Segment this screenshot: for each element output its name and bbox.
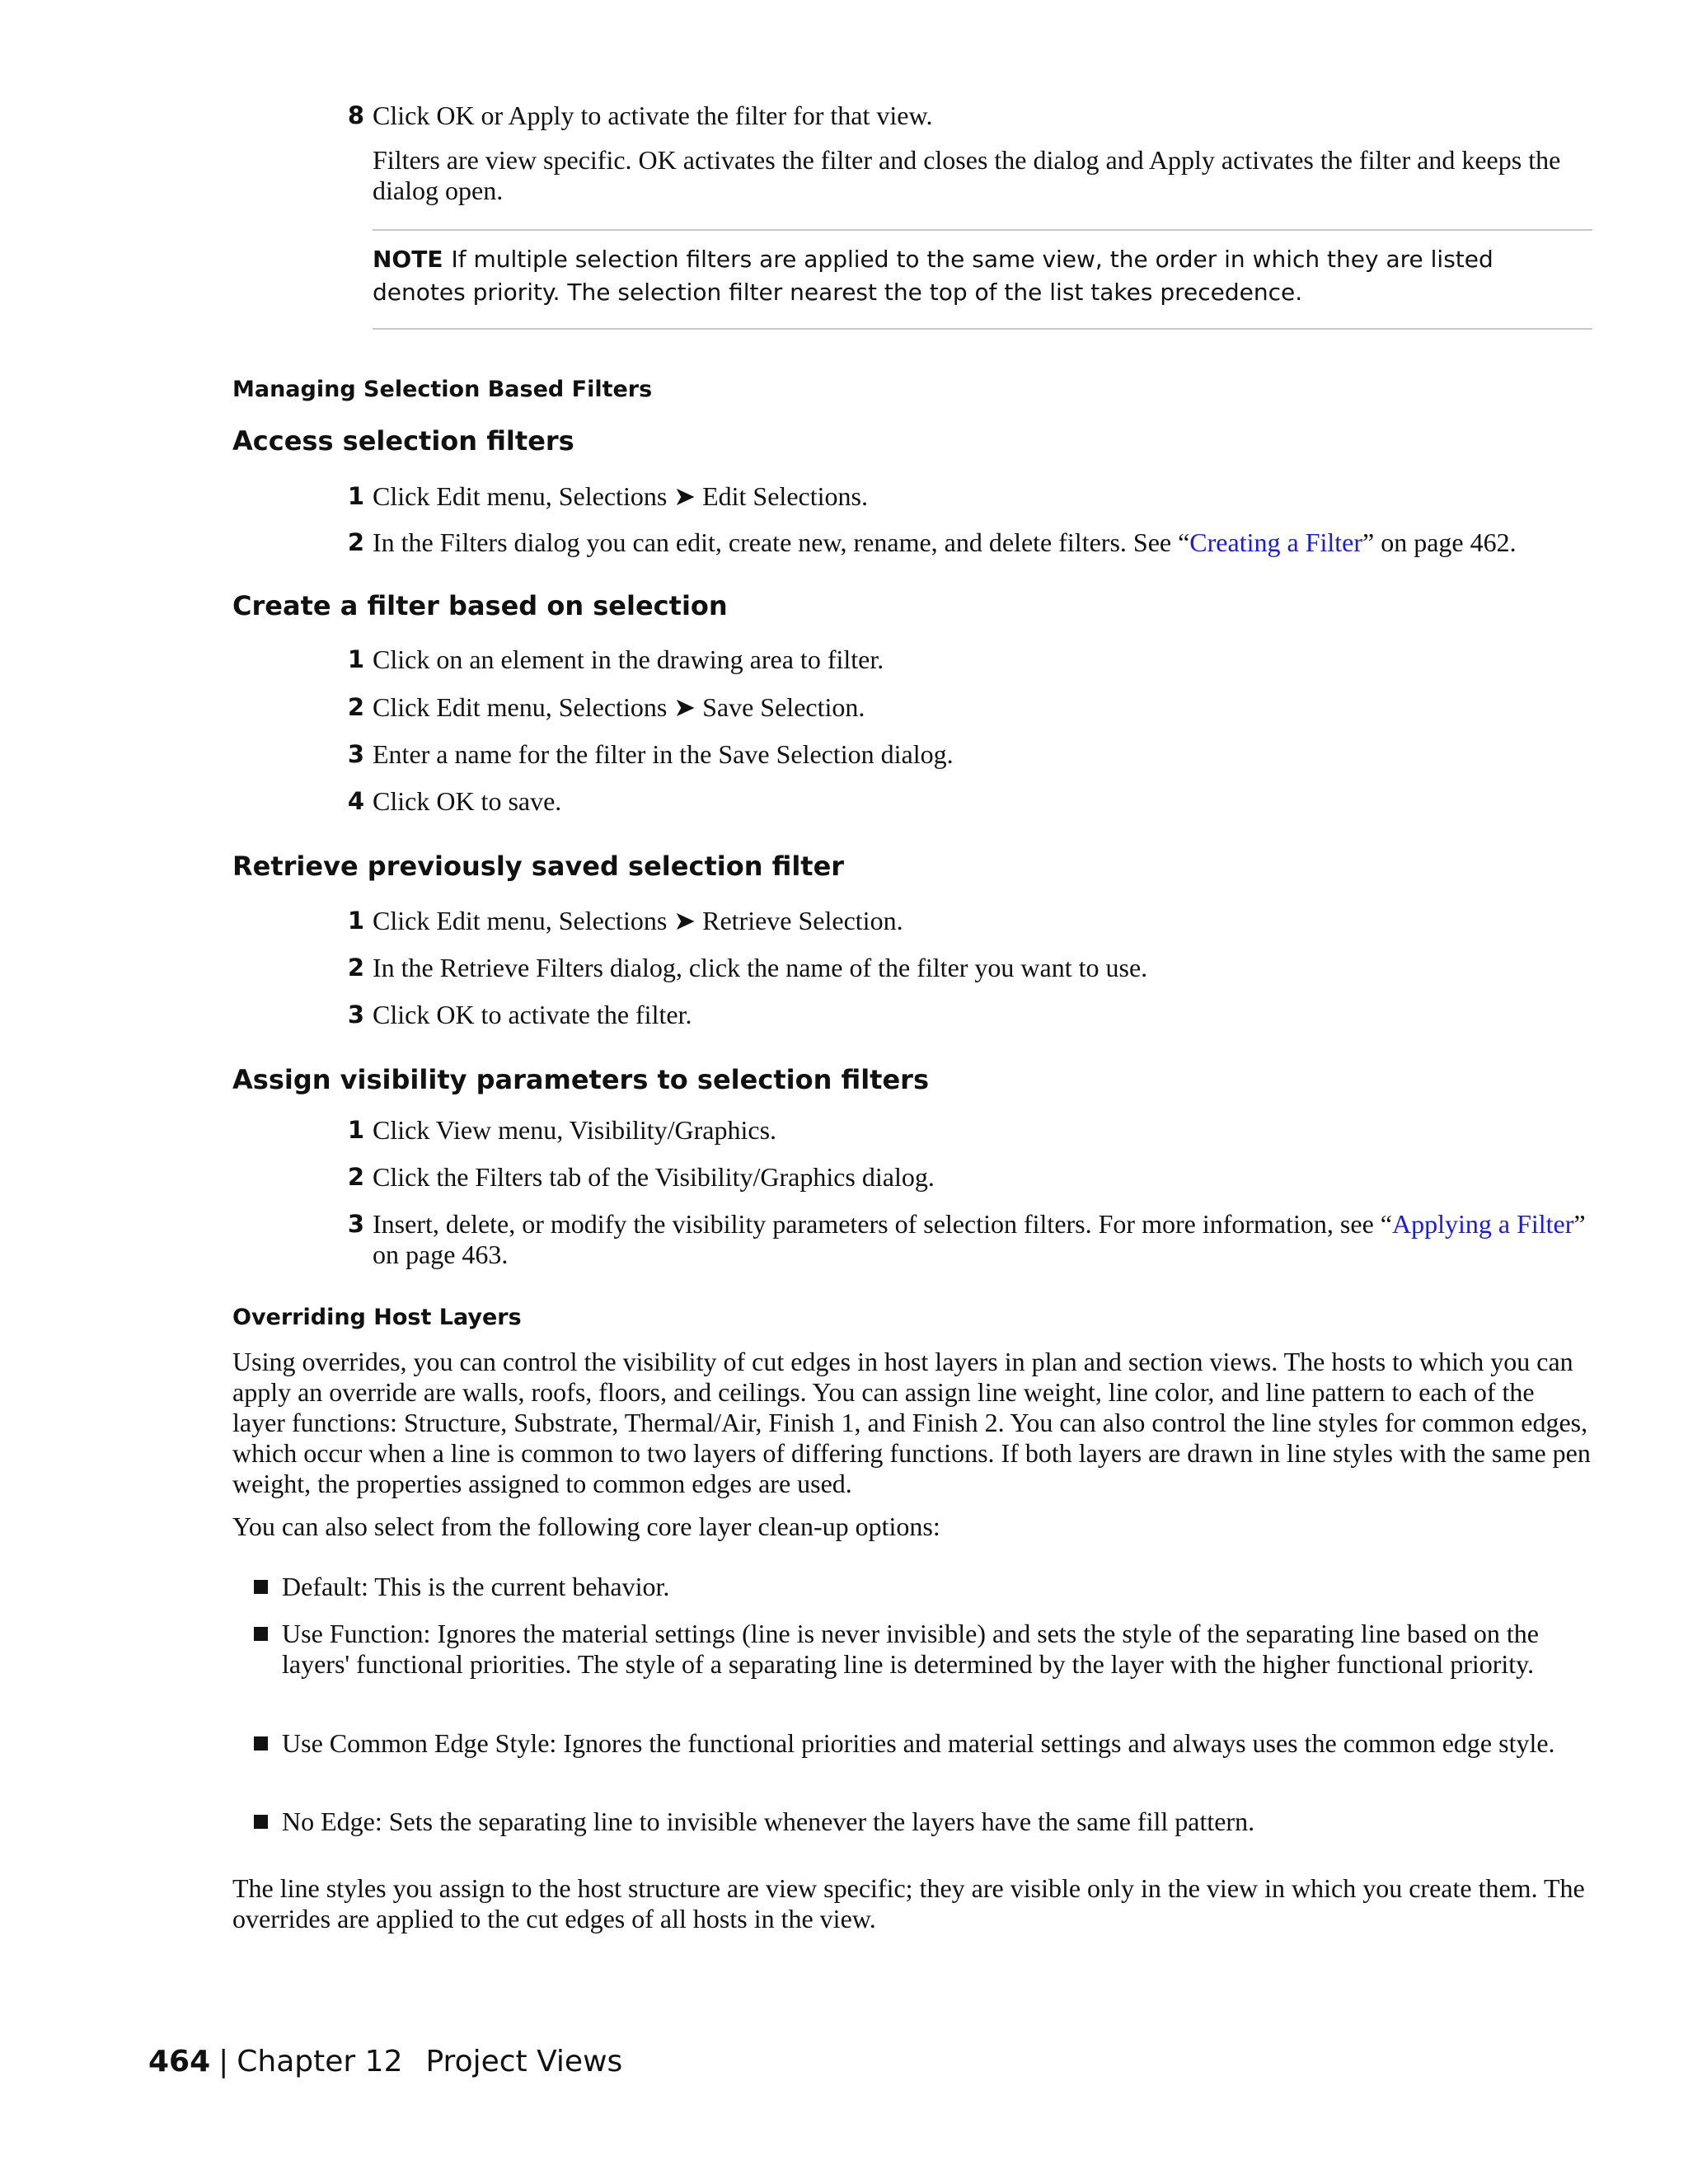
step-number: 3: [347, 1210, 364, 1238]
step-8: [340, 101, 1592, 131]
assign-step-1: [340, 1115, 1592, 1146]
step-number: 2: [347, 693, 364, 721]
square-bullet-icon: [254, 1815, 268, 1829]
step-number: 1: [347, 482, 364, 510]
step-number: 1: [347, 907, 364, 935]
step-number: 4: [347, 787, 364, 815]
page-footer: [148, 2044, 622, 2080]
note-text: If multiple selection filters are applied to the same view, the order in which they are listed denotes priority. The selection filter nearest the top of the list takes precedence.: [373, 246, 1493, 306]
step-text: Enter a name for the filter in the Save Selection dialog.: [373, 739, 954, 769]
step-text: Click the Filters tab of the Visibility/Graphics dialog.: [373, 1162, 935, 1192]
footer-chapter: Chapter 12: [237, 2045, 403, 2079]
bullet-item: No Edge: Sets the separating line to invisible whenever the layers have the same fill pattern.: [251, 1807, 1592, 1837]
step-text: Click OK or Apply to activate the filter for that view.: [373, 101, 933, 130]
creating-a-filter-link[interactable]: Creating a Filter: [1189, 527, 1363, 557]
subheading-assign: Assign visibility parameters to selection filters: [232, 1064, 929, 1095]
square-bullet-icon: [254, 1736, 268, 1750]
footer-title: Project Views: [425, 2045, 623, 2079]
step-text: Click OK to activate the filter.: [373, 1000, 692, 1029]
bullet-item: Use Common Edge Style: Ignores the functional priorities and material settings and always uses the common edge style.: [251, 1728, 1592, 1759]
access-step-1: [340, 481, 1592, 512]
retrieve-step-3: [340, 1000, 1592, 1030]
step-text: Click Edit menu, Selections ➤ Retrieve Selection.: [373, 906, 903, 935]
step-text: Click View menu, Visibility/Graphics.: [373, 1115, 777, 1145]
create-step-3: [340, 739, 1592, 770]
footer-separator: |: [218, 2045, 229, 2079]
step-text: Click OK to save.: [373, 786, 562, 816]
step-number: 3: [347, 740, 364, 768]
retrieve-step-2: [340, 953, 1592, 983]
step-number: 2: [347, 954, 364, 982]
assign-step-3: [340, 1209, 1592, 1270]
overriding-paragraph-1: Using overrides, you can control the visibility of cut edges in host layers in plan and section views. The hosts to which you can apply an override are walls, roofs, floors, and ceilings. You can assign line weight, line color, and line pattern to each of the layer functions: Structure, Substrate, Thermal/Air, Finish 1, and Finish 2. You can also control the line styles for common edges, which occur when a line is common to two layers of differing functions. If both layers are drawn in line styles with the same pen weight, the properties assigned to common edges are used.: [232, 1347, 1591, 1498]
subheading-create: Create a filter based on selection: [232, 590, 728, 621]
page-number: 464: [148, 2045, 211, 2079]
overriding-paragraph-3: The line styles you assign to the host structure are view specific; they are visible only in the view in which you create them. The overrides are applied to the cut edges of all hosts in the view.: [232, 1873, 1585, 1933]
bullet-item: Default: This is the current behavior.: [251, 1572, 1592, 1602]
step-text: In the Filters dialog you can edit, create new, rename, and delete filters. See “Creating a Filter” on page 462.: [373, 527, 1517, 557]
create-step-1: [340, 644, 1592, 675]
step-number: 1: [347, 645, 364, 673]
subheading-retrieve: Retrieve previously saved selection filter: [232, 851, 845, 882]
step-number: 3: [347, 1001, 364, 1029]
step-number: 1: [347, 1116, 364, 1144]
step-text: Click Edit menu, Selections ➤ Save Selection.: [373, 692, 865, 722]
note-bottom-rule: [373, 328, 1592, 330]
step-number: 2: [347, 1163, 364, 1191]
square-bullet-icon: [254, 1580, 268, 1594]
section-heading-managing: Managing Selection Based Filters: [232, 377, 653, 402]
step-8-paragraph: Filters are view specific. OK activates the filter and closes the dialog and Apply activates the filter and keeps the dialog open.: [373, 145, 1561, 205]
create-step-4: [340, 786, 1592, 817]
access-step-2: [340, 527, 1592, 558]
step-text: Click Edit menu, Selections ➤ Edit Selections.: [373, 481, 868, 511]
step-number: 8: [347, 101, 364, 129]
assign-step-2: [340, 1162, 1592, 1193]
note-label: NOTE: [373, 246, 443, 273]
retrieve-step-1: [340, 906, 1592, 936]
overriding-paragraph-2: You can also select from the following core layer clean-up options:: [232, 1511, 940, 1541]
create-step-2: [340, 692, 1592, 723]
step-text: In the Retrieve Filters dialog, click the name of the filter you want to use.: [373, 953, 1148, 982]
step-number: 2: [347, 528, 364, 556]
note-top-rule: [373, 229, 1592, 231]
note-block: [373, 243, 1592, 309]
square-bullet-icon: [254, 1627, 268, 1641]
applying-a-filter-link[interactable]: Applying a Filter: [1391, 1209, 1574, 1239]
subheading-access: Access selection filters: [232, 425, 574, 457]
bullet-item: Use Function: Ignores the material settings (line is never invisible) and sets the style of the separating line based on the layers' functional priorities. The style of a separating line is determined by the layer with the higher functional priority.: [251, 1619, 1592, 1680]
section-heading-overriding: Overriding Host Layers: [232, 1305, 522, 1330]
step-text: Insert, delete, or modify the visibility parameters of selection filters. For more information, see “Applying a Filter” on page 463.: [373, 1209, 1586, 1269]
step-text: Click on an element in the drawing area to filter.: [373, 644, 884, 674]
